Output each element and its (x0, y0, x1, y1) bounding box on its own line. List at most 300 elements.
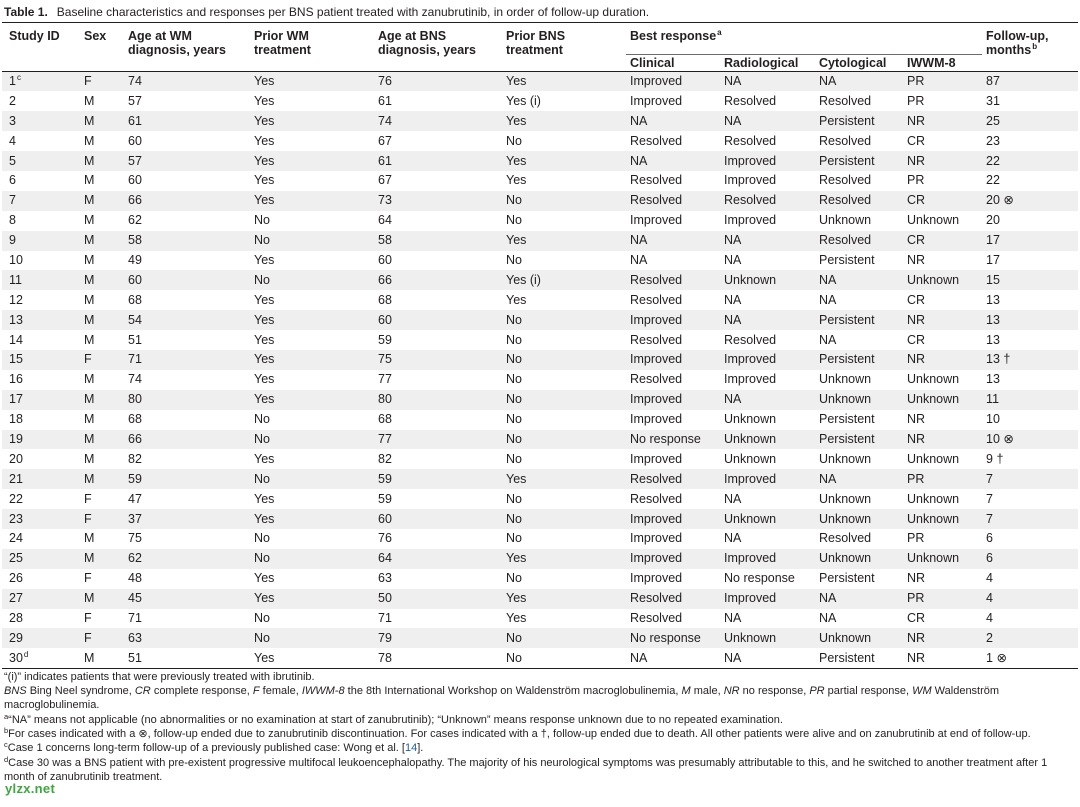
study-id-value: 7 (9, 193, 16, 208)
column-header-clinical: Clinical (626, 55, 720, 72)
cell-iwwm8: NR (907, 252, 926, 267)
header-line: treatment (506, 43, 563, 57)
header-row (2, 23, 1078, 55)
table-footnotes (2, 670, 1078, 784)
table-row (2, 350, 1078, 370)
column-header-cytological: Cytological (815, 55, 903, 72)
cell-follow-up: 20 ⊗ (982, 191, 1078, 211)
cell-prior-wm: Yes (250, 191, 374, 211)
cell-clinical: Resolved (630, 173, 683, 188)
cell-sex: F (84, 571, 92, 586)
cell-clinical: Improved (626, 509, 720, 529)
table-header (2, 23, 1078, 72)
cell-age-bns: 82 (378, 451, 392, 466)
cell-prior-wm: No (254, 412, 270, 427)
study-id-value: 4 (9, 133, 16, 148)
cell-study-id (2, 91, 80, 111)
cell-age-bns: 60 (374, 509, 502, 529)
cell-prior-bns: Yes (502, 231, 626, 251)
cell-iwwm8: CR (907, 610, 926, 625)
cell-sex: F (84, 610, 92, 625)
cell-sex: M (80, 430, 124, 450)
cell-cytological: NA (819, 332, 837, 347)
cell-cytological: Resolved (815, 231, 903, 251)
cell-age-wm: 62 (124, 549, 250, 569)
cell-iwwm8: PR (903, 589, 982, 609)
cell-age-wm: 62 (128, 213, 142, 228)
cell-cytological: NA (815, 589, 903, 609)
header-line: Age at BNS (378, 29, 447, 43)
cell-radiological: Unknown (720, 270, 815, 290)
cell-clinical: Improved (630, 93, 683, 108)
cell-radiological: Unknown (724, 451, 777, 466)
cell-clinical: Improved (626, 549, 720, 569)
cell-study-id (2, 628, 80, 648)
cell-sex: M (80, 589, 124, 609)
cell-sex: M (84, 412, 95, 427)
cell-prior-bns: Yes (502, 151, 626, 171)
cell-radiological: Resolved (724, 332, 777, 347)
footnote-a (4, 713, 1078, 727)
cell-radiological: Improved (720, 589, 815, 609)
cell-prior-wm: No (250, 270, 374, 290)
abbreviation: PR (809, 685, 825, 698)
table-row (2, 410, 1078, 430)
header-line: Prior BNS (506, 29, 566, 43)
cell-age-wm: 47 (128, 491, 142, 506)
cell-prior-bns: No (502, 430, 626, 450)
cell-follow-up: 9 † (986, 451, 1004, 466)
cell-clinical: Improved (626, 310, 720, 330)
cell-study-id (2, 251, 80, 271)
cell-cytological: Unknown (815, 390, 903, 410)
cell-prior-bns: No (502, 509, 626, 529)
study-id-value: 5 (9, 153, 16, 168)
header-line: Follow-up, (986, 29, 1049, 43)
cell-age-wm: 71 (124, 350, 250, 370)
footnote-marker: a (4, 711, 9, 721)
cell-age-bns: 59 (378, 332, 392, 347)
header-line: Prior WM (254, 29, 309, 43)
cell-age-wm: 66 (124, 430, 250, 450)
cell-study-id (2, 211, 80, 231)
study-id-value: 15 (9, 352, 23, 367)
table-row (2, 151, 1078, 171)
cell-prior-bns: No (506, 213, 522, 228)
cell-clinical: No response (626, 430, 720, 450)
cell-prior-wm: Yes (254, 173, 275, 188)
footnote-text: “NA” means not applicable (no abnormalities or no examination at start of zanubrutinib); “Unknown” means response unknown due to no repeated examination. (8, 713, 783, 726)
footnote-b (4, 727, 1078, 741)
cell-sex: F (80, 72, 124, 92)
cell-follow-up: 4 (986, 610, 993, 625)
cell-prior-bns: Yes (502, 72, 626, 92)
cell-sex: M (84, 213, 95, 228)
cell-radiological: Improved (720, 350, 815, 370)
cell-iwwm8: PR (907, 93, 925, 108)
cell-clinical: Improved (630, 531, 683, 546)
cell-cytological: Unknown (819, 491, 872, 506)
cell-age-bns: 59 (378, 491, 392, 506)
cell-follow-up: 15 (982, 270, 1078, 290)
table-row (2, 609, 1078, 629)
cell-radiological: Unknown (720, 628, 815, 648)
table-row (2, 290, 1078, 310)
footnote-marker: c (4, 740, 8, 750)
cell-sex: F (80, 628, 124, 648)
study-id-value: 26 (9, 571, 23, 586)
cell-prior-wm: Yes (250, 648, 374, 668)
cell-age-wm: 48 (128, 571, 142, 586)
cell-prior-wm: No (250, 628, 374, 648)
cell-sex: M (84, 451, 95, 466)
table-row (2, 489, 1078, 509)
cell-prior-bns: Yes (506, 610, 527, 625)
cell-clinical: Resolved (630, 610, 683, 625)
study-id-value: 23 (9, 511, 23, 526)
footnote-marker: b (1032, 42, 1038, 51)
cell-cytological: Persistent (819, 252, 875, 267)
study-id-value: 11 (9, 272, 22, 287)
abbreviation: IWWM-8 (301, 685, 345, 698)
cell-prior-bns: Yes (502, 111, 626, 131)
cell-age-wm: 75 (128, 531, 142, 546)
cell-follow-up: 7 (986, 491, 993, 506)
cell-sex: M (84, 292, 95, 307)
footnote-marker: d (23, 649, 29, 659)
footnote-ibrutinib: “(i)” indicates patients that were previously treated with ibrutinib. (4, 670, 315, 683)
table-row (2, 569, 1078, 589)
cell-age-bns: 50 (374, 589, 502, 609)
cell-prior-bns: No (506, 372, 522, 387)
cell-sex: M (84, 531, 95, 546)
cell-study-id (2, 569, 80, 589)
abbreviation: NR (723, 685, 740, 698)
table-row (2, 390, 1078, 410)
cell-sex: M (84, 372, 95, 387)
table-row (2, 330, 1078, 350)
study-id-value: 17 (9, 392, 23, 407)
study-id-value: 16 (9, 372, 23, 387)
cell-iwwm8: NR (903, 628, 982, 648)
cell-age-bns: 63 (378, 571, 392, 586)
cell-cytological: Persistent (815, 350, 903, 370)
study-id-value: 18 (9, 412, 23, 427)
cell-study-id (2, 151, 80, 171)
cell-age-bns: 67 (378, 173, 392, 188)
cell-prior-bns: Yes (i) (502, 270, 626, 290)
cell-follow-up: 4 (986, 571, 993, 586)
cell-cytological: Resolved (819, 531, 872, 546)
cell-follow-up: 4 (982, 589, 1078, 609)
footnote-marker: c (16, 73, 21, 83)
cell-radiological: No response (724, 571, 795, 586)
cell-clinical: Improved (630, 412, 683, 427)
cell-cytological: Unknown (819, 213, 872, 228)
study-id-value: 28 (9, 610, 23, 625)
column-header-iwwm8: IWWM-8 (903, 55, 982, 72)
cell-age-wm: 60 (128, 133, 142, 148)
cell-study-id (2, 111, 80, 131)
cell-clinical: Resolved (626, 270, 720, 290)
cell-prior-wm: Yes (254, 491, 275, 506)
table-row (2, 171, 1078, 191)
cell-prior-wm: No (254, 610, 270, 625)
table-row (2, 430, 1078, 450)
cell-age-wm: 68 (128, 412, 142, 427)
cell-clinical: Resolved (626, 469, 720, 489)
cell-sex: M (80, 231, 124, 251)
cell-prior-wm: Yes (250, 151, 374, 171)
cell-radiological: NA (720, 390, 815, 410)
study-id-value: 2 (9, 93, 16, 108)
cell-study-id (2, 589, 80, 609)
cell-age-wm: 51 (124, 648, 250, 668)
study-id-value: 9 (9, 233, 16, 248)
cell-iwwm8: NR (907, 571, 926, 586)
cell-cytological: Unknown (819, 372, 872, 387)
table-row (2, 91, 1078, 111)
cell-iwwm8: PR (903, 469, 982, 489)
cell-prior-wm: Yes (254, 292, 275, 307)
cell-cytological: Unknown (815, 628, 903, 648)
cell-age-bns: 76 (378, 531, 392, 546)
footnote-marker: d (4, 754, 9, 764)
cell-cytological: Resolved (819, 93, 872, 108)
cell-radiological: Unknown (720, 509, 815, 529)
cell-study-id (2, 330, 80, 350)
cell-sex: M (84, 93, 95, 108)
cell-prior-bns: No (506, 531, 522, 546)
study-id-value: 30 (9, 650, 23, 665)
cell-age-bns: 79 (374, 628, 502, 648)
table-row (2, 131, 1078, 151)
table-row (2, 509, 1078, 529)
table-row (2, 211, 1078, 231)
column-header-prior-wm (250, 23, 374, 72)
cell-age-bns: 60 (374, 310, 502, 330)
cell-cytological: Persistent (819, 412, 875, 427)
cell-cytological: Resolved (815, 191, 903, 211)
cell-age-wm: 80 (124, 390, 250, 410)
cell-prior-wm: Yes (254, 93, 275, 108)
study-id-value: 22 (9, 491, 23, 506)
cell-radiological: NA (724, 292, 742, 307)
cell-follow-up: 22 (986, 173, 1000, 188)
cell-prior-bns: No (502, 350, 626, 370)
cell-cytological: Persistent (815, 310, 903, 330)
cell-prior-wm: No (250, 549, 374, 569)
cell-age-wm: 66 (124, 191, 250, 211)
cell-age-wm: 45 (124, 589, 250, 609)
cell-prior-bns: No (506, 571, 522, 586)
cell-cytological: NA (819, 610, 837, 625)
cell-radiological: Resolved (724, 133, 777, 148)
table-row (2, 549, 1078, 569)
cell-sex: F (80, 350, 124, 370)
cell-prior-wm: Yes (254, 372, 275, 387)
cell-prior-bns: No (506, 412, 522, 427)
table-row (2, 469, 1078, 489)
abbreviation: WM (912, 685, 932, 698)
cell-age-bns: 68 (378, 292, 392, 307)
cell-clinical: NA (630, 252, 648, 267)
cell-prior-bns: No (506, 451, 522, 466)
table-row (2, 589, 1078, 609)
cell-age-wm: 61 (124, 111, 250, 131)
cell-follow-up: 11 (982, 390, 1078, 410)
cell-iwwm8: Unknown (903, 270, 982, 290)
study-id-value: 1 (9, 74, 16, 89)
cell-prior-wm: Yes (250, 509, 374, 529)
cell-follow-up: 2 (982, 628, 1078, 648)
cell-age-bns: 61 (378, 93, 392, 108)
cell-clinical: Resolved (630, 491, 683, 506)
cell-prior-wm: Yes (254, 571, 275, 586)
cell-age-bns: 61 (374, 151, 502, 171)
cell-radiological: Unknown (724, 412, 777, 427)
cell-age-wm: 60 (124, 270, 250, 290)
column-group-best-response (626, 23, 982, 55)
header-line: Sex (84, 29, 107, 43)
cell-age-wm: 60 (128, 173, 142, 188)
cell-age-bns: 75 (374, 350, 502, 370)
cell-prior-wm: No (254, 531, 270, 546)
cell-prior-wm: Yes (254, 451, 275, 466)
footnote-text: Case 30 was a BNS patient with pre-existent progressive multifocal leukoencephalopathy. The majority of his neurological symptoms was presumably attributable to this, and he switched to another treatment after 1 month of zanubrutinib treatment. (4, 756, 1048, 783)
cell-follow-up: 25 (982, 111, 1078, 131)
cell-study-id (2, 171, 80, 191)
table-row (2, 191, 1078, 211)
cell-clinical: NA (626, 111, 720, 131)
study-id-value: 6 (9, 173, 16, 188)
abbreviation: M (681, 685, 691, 698)
reference-link[interactable]: 14 (404, 742, 418, 755)
table-row (2, 310, 1078, 330)
cell-study-id (2, 390, 80, 410)
cell-study-id (2, 449, 80, 469)
cell-clinical: Resolved (626, 191, 720, 211)
cell-study-id (2, 131, 80, 151)
cell-follow-up: 13 (982, 310, 1078, 330)
cell-iwwm8: NR (903, 648, 982, 668)
column-header-follow-up (982, 23, 1078, 72)
footnote-text: Case 1 concerns long-term follow-up of a previously published case: Wong et al. [ (7, 742, 405, 755)
watermark: ylzx.net (5, 781, 56, 796)
cell-prior-bns: No (502, 628, 626, 648)
cell-cytological: Unknown (819, 451, 872, 466)
cell-study-id (2, 529, 80, 549)
cell-prior-wm: No (250, 231, 374, 251)
column-header-radiological: Radiological (720, 55, 815, 72)
column-header-age-bns (374, 23, 502, 72)
table-row (2, 648, 1078, 668)
footnote-marker: a (717, 28, 722, 37)
cell-prior-wm: No (250, 430, 374, 450)
header-line: Study ID (9, 29, 60, 43)
cell-age-bns: 73 (374, 191, 502, 211)
cell-sex: F (84, 491, 92, 506)
cell-sex: M (84, 332, 95, 347)
cell-study-id (2, 469, 80, 489)
cell-age-bns: 66 (374, 270, 502, 290)
cell-radiological: Improved (724, 213, 777, 228)
cell-iwwm8: CR (903, 191, 982, 211)
cell-iwwm8: Unknown (907, 213, 960, 228)
cell-prior-bns: No (506, 252, 522, 267)
cell-follow-up: 13 (986, 372, 1000, 387)
cell-follow-up: 13 (986, 332, 1000, 347)
cell-age-bns: 58 (374, 231, 502, 251)
abbreviation: CR (134, 685, 151, 698)
cell-cytological: Persistent (815, 111, 903, 131)
table-row (2, 529, 1078, 549)
cell-clinical: Improved (626, 390, 720, 410)
cell-iwwm8: CR (907, 292, 926, 307)
cell-radiological: NA (720, 231, 815, 251)
cell-age-wm: 74 (128, 372, 142, 387)
cell-study-id (2, 350, 80, 370)
cell-age-wm: 74 (124, 72, 250, 92)
cell-age-wm: 82 (128, 451, 142, 466)
abbreviation-definition: male, (693, 685, 721, 698)
cell-iwwm8: PR (903, 72, 982, 92)
cell-age-bns: 80 (374, 390, 502, 410)
cell-radiological: Improved (720, 151, 815, 171)
cell-iwwm8: NR (907, 412, 926, 427)
column-header-prior-bns (502, 23, 626, 72)
cell-prior-wm: Yes (250, 72, 374, 92)
cell-age-wm: 59 (124, 469, 250, 489)
cell-study-id (2, 370, 80, 390)
footnote-abbreviations (4, 684, 1078, 713)
cell-age-bns: 77 (378, 372, 392, 387)
cell-iwwm8: PR (907, 173, 925, 188)
cell-sex: M (84, 252, 95, 267)
cell-prior-bns: No (506, 491, 522, 506)
study-id-value: 20 (9, 451, 23, 466)
cell-radiological: Improved (720, 469, 815, 489)
cell-radiological: NA (720, 72, 815, 92)
column-header-age-wm (124, 23, 250, 72)
cell-study-id (2, 231, 80, 251)
header-line: diagnosis, years (128, 43, 226, 57)
abbreviation-definition: no response, (742, 685, 807, 698)
cell-clinical: NA (626, 648, 720, 668)
cell-prior-bns: Yes (506, 292, 527, 307)
cell-follow-up: 13 † (982, 350, 1078, 370)
cell-radiological: NA (720, 310, 815, 330)
cell-radiological: Resolved (720, 191, 815, 211)
cell-prior-wm: No (254, 213, 270, 228)
cell-iwwm8: Unknown (903, 549, 982, 569)
cell-follow-up: 7 (982, 469, 1078, 489)
cell-iwwm8: NR (903, 430, 982, 450)
cell-study-id (2, 430, 80, 450)
cell-cytological: Unknown (815, 509, 903, 529)
cell-follow-up: 10 (986, 412, 1000, 427)
cell-follow-up: 6 (986, 531, 993, 546)
study-id-value: 3 (9, 113, 16, 128)
cell-study-id (2, 72, 80, 92)
cell-age-wm: 54 (124, 310, 250, 330)
cell-sex: M (84, 133, 95, 148)
cell-prior-bns: Yes (i) (506, 93, 541, 108)
cell-follow-up: 20 (986, 213, 1000, 228)
cell-follow-up: 17 (986, 252, 1000, 267)
study-id-value: 10 (9, 252, 23, 267)
cell-prior-wm: Yes (250, 310, 374, 330)
